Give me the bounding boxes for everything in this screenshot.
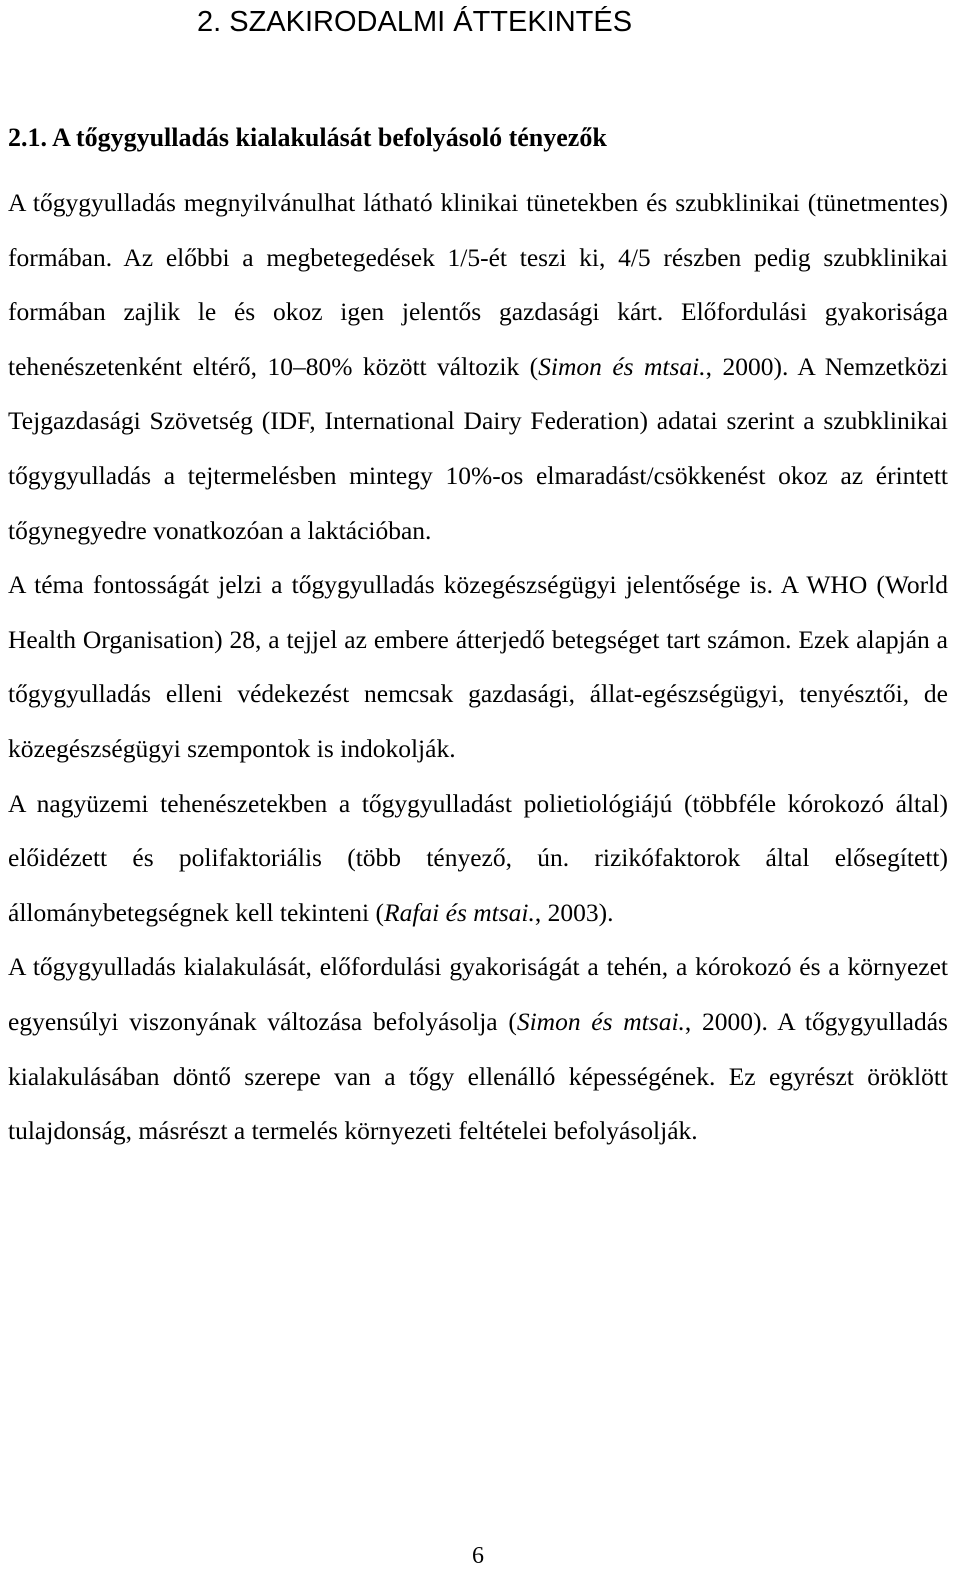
paragraph-3-text-start: A nagyüzemi tehenészetekben a tőgygyulladást polietiológiájú (többféle kórokozó által) előidézett és polifaktoriális (több tényező, ún. rizikófaktorok által elősegített) állománybetegségnek kell tekinteni ( xyxy=(8,788,948,927)
body-text xyxy=(8,176,948,1159)
page-number: 6 xyxy=(472,1543,484,1569)
paragraph-1 xyxy=(8,176,948,558)
paragraph-1-text-start: A tőgygyulladás megnyilvánulhat látható klinikai tünetekben és szubklinikai (tünetmentes) formában. Az előbbi a megbetegedések 1/5-ét teszi ki, 4/5 részben pedig szubklinikai formában zajlik le és okoz igen jelentős gazdasági kárt. Előfordulási gyakorisága tehenészetenként eltérő, 10–80% között változik ( xyxy=(8,188,948,381)
section-title: 2.1. A tőgygyulladás kialakulását befolyásoló tényezők xyxy=(8,123,607,152)
paragraph-1-text-end: , 2000). A Nemzetközi Tejgazdasági Szövetség (IDF, International Dairy Federation) adatai szerint a szubklinikai tőgygyulladás a tejtermelésben mintegy 10%-os elmaradást/csökkenést okoz az érintett tőgynegyedre vonatkozóan a laktációban. xyxy=(8,351,948,545)
citation-simon-2: Simon és mtsai. xyxy=(516,1006,685,1036)
paragraph-3-text-end: , 2003). xyxy=(534,897,614,927)
paragraph-2 xyxy=(8,558,948,776)
paragraph-4-text-start: A tőgygyulladás kialakulását, előfordulási gyakoriságát a tehén, a kórokozó és a környezet egyensúlyi viszonyának változása befolyásolja ( xyxy=(8,952,948,1036)
citation-simon: Simon és mtsai. xyxy=(538,351,706,381)
chapter-title: 2. SZAKIRODALMI ÁTTEKINTÉS xyxy=(197,6,633,38)
paragraph-2-text: A téma fontosságát jelzi a tőgygyulladás közegészségügyi jelentősége is. A WHO (World Health Organisation) 28, a tejjel az embere átterjedő betegséget tart számon. Ezek alapján a tőgygyulladás elleni védekezést nemcsak gazdasági, állat-egészségügyi, tenyésztői, de közegészségügyi szempontok is indokolják. xyxy=(8,570,948,763)
paragraph-4 xyxy=(8,940,948,1158)
citation-rafai: Rafai és mtsai. xyxy=(384,897,535,927)
paragraph-3 xyxy=(8,777,948,941)
paragraph-4-text-end: , 2000). A tőgygyulladás kialakulásában döntő szerepe van a tőgy ellenálló képességének. Ez egyrészt öröklött tulajdonság, másrészt a termelés környezeti feltételei befolyásolják. xyxy=(8,1006,948,1146)
